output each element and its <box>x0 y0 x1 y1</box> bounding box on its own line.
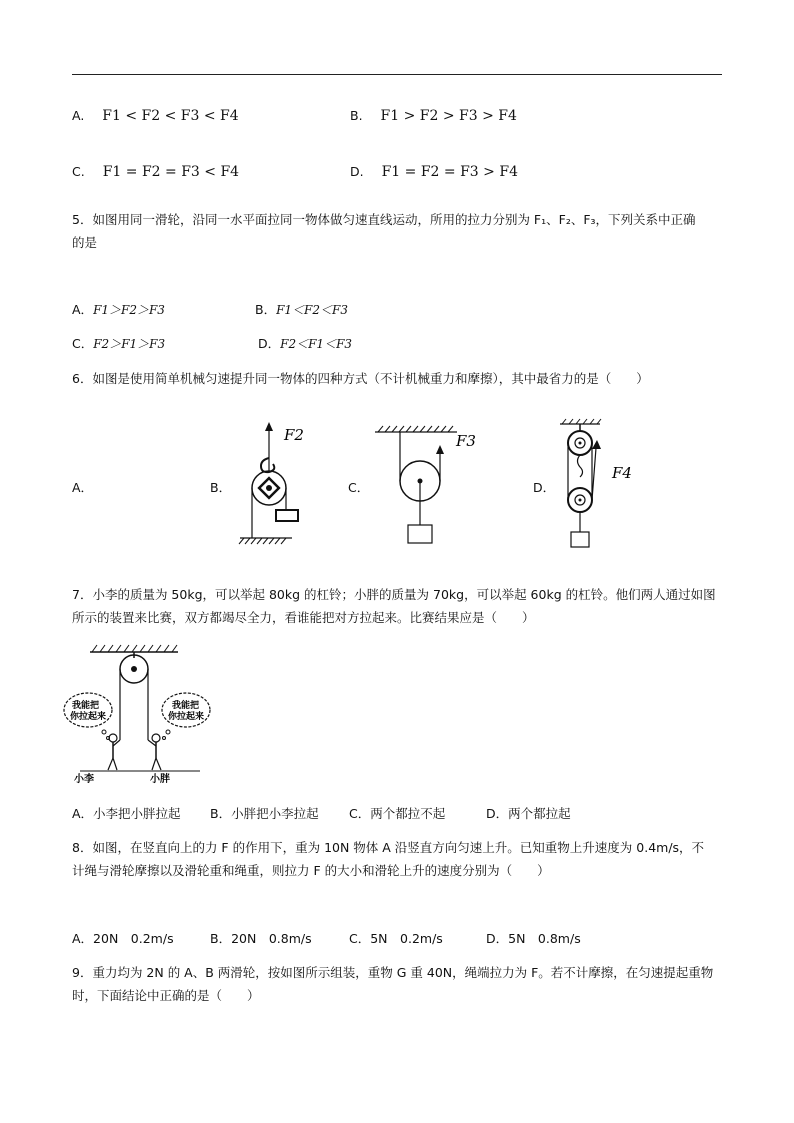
q7-bubble-left-line2: 你拉起来 <box>70 712 107 722</box>
q7-option-d[interactable]: D．两个都拉起 <box>486 806 571 821</box>
q6-stem: 6．如图是使用简单机械匀速提升同一物体的四种方式（不计机械重力和摩擦），其中最省力的是（ ） <box>72 371 649 386</box>
option-letter: B. <box>350 108 363 123</box>
q8-stem-line1: 8．如图，在竖直向上的力 F 的作用下，重为 10N 物体 A 沿竖直方向匀速上升。已知重物上升速度为 0.4m/s，不 <box>72 840 705 855</box>
q4-option-a-expr: F1 < F2 < F3 < F4 <box>102 108 239 124</box>
q5-option-b-expr: F1＜F2＜F3 <box>276 303 348 317</box>
q4-option-a[interactable] <box>72 108 239 124</box>
q5-option-c[interactable] <box>72 334 165 352</box>
option-letter: D． <box>258 336 281 351</box>
q6-label-a[interactable]: A． <box>72 480 94 495</box>
q6-label-c[interactable]: C． <box>348 480 370 495</box>
q5-option-a-expr: F1＞F2＞F3 <box>93 303 165 317</box>
q8-option-a[interactable]: A．20N 0.2m/s <box>72 931 174 946</box>
q5-option-d-expr: F2＜F1＜F3 <box>280 337 353 351</box>
q7-bubble-right-line2: 你拉起来 <box>168 712 205 722</box>
q5-stem-line2: 的是 <box>72 235 98 250</box>
q6-figure-c-force-label: F3 <box>456 432 476 450</box>
q4-option-d-expr: F1 = F2 = F3 > F4 <box>381 164 518 180</box>
q6-figure-c <box>372 418 492 553</box>
q7-stem-line1: 7．小李的质量为 50kg，可以举起 80kg 的杠铃；小胖的质量为 70kg，可以举起 60kg 的杠铃。他们两人通过如图 <box>72 587 716 602</box>
q8-option-d[interactable]: D．5N 0.8m/s <box>486 931 581 946</box>
q6-label-b[interactable]: B． <box>210 480 232 495</box>
q6-label-d[interactable]: D． <box>533 480 556 495</box>
q4-option-c[interactable] <box>72 164 239 180</box>
q7-bubble-right-line1: 我能把 <box>172 701 200 711</box>
q4-option-b-expr: F1 > F2 > F3 > F4 <box>380 108 517 124</box>
q8-option-b[interactable]: B．20N 0.8m/s <box>210 931 312 946</box>
q5-option-a[interactable] <box>72 300 165 318</box>
q6-figure-b-force-label: F2 <box>284 426 304 444</box>
q5-option-d[interactable] <box>258 334 352 352</box>
q6-figure-b <box>232 418 332 548</box>
q4-option-c-expr: F1 = F2 = F3 < F4 <box>102 164 240 180</box>
q7-name-right: 小胖 <box>150 774 170 785</box>
q6-figure-d-force-label: F4 <box>612 464 632 482</box>
option-letter: C． <box>72 336 94 351</box>
option-letter: A． <box>72 302 94 317</box>
option-letter: A. <box>72 108 85 123</box>
q7-stem-line2: 所示的装置来比赛，双方都竭尽全力，看谁能把对方拉起来。比赛结果应是（ ） <box>72 610 535 625</box>
q4-option-d[interactable] <box>350 164 518 180</box>
option-letter: B． <box>255 302 277 317</box>
q7-figure <box>60 640 220 785</box>
header-rule <box>72 74 722 75</box>
option-letter: D. <box>350 164 364 179</box>
q7-option-b[interactable]: B．小胖把小李拉起 <box>210 806 319 821</box>
q7-bubble-left-line1: 我能把 <box>72 701 100 711</box>
q5-option-c-expr: F2＞F1＞F3 <box>93 337 166 351</box>
option-letter: C. <box>72 164 85 179</box>
q7-option-c[interactable]: C．两个都拉不起 <box>349 806 446 821</box>
q5-option-b[interactable] <box>255 300 348 318</box>
q7-name-left: 小李 <box>74 774 94 785</box>
q8-option-c[interactable]: C．5N 0.2m/s <box>349 931 443 946</box>
q4-option-b[interactable] <box>350 108 517 124</box>
q6-figure-d <box>552 418 642 553</box>
q8-stem-line2: 计绳与滑轮摩擦以及滑轮重和绳重，则拉力 F 的大小和滑轮上升的速度分别为（ ） <box>72 863 550 878</box>
q9-stem-line1: 9．重力均为 2N 的 A、B 两滑轮，按如图所示组装，重物 G 重 40N，绳端拉力为 F。若不计摩擦，在匀速提起重物 <box>72 965 714 980</box>
q9-stem-line2: 时，下面结论中正确的是（ ） <box>72 988 260 1003</box>
q7-option-a[interactable]: A．小李把小胖拉起 <box>72 806 181 821</box>
q5-stem-line1: 5．如图用同一滑轮，沿同一水平面拉同一物体做匀速直线运动，所用的拉力分别为 F₁、F₂、F₃，下列关系中正确 <box>72 212 696 227</box>
